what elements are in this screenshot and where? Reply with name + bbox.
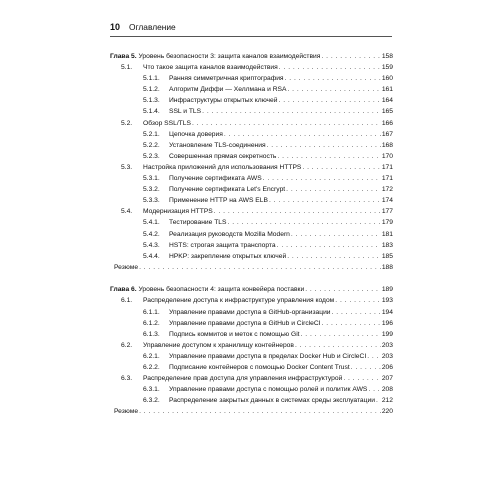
entry-number: 5.4.2. <box>143 230 160 238</box>
entry-page-number: 194 <box>381 308 393 316</box>
dot-leader <box>367 351 381 362</box>
entry-page-number: 203 <box>381 352 393 360</box>
subsection-entry <box>110 73 393 84</box>
entry-title: Установление TLS-соединения <box>169 141 266 149</box>
entry-number: 5.1.4. <box>143 108 160 116</box>
entry-number: 6.2.1. <box>143 352 160 360</box>
entry-page-number: 161 <box>381 86 393 94</box>
entry-body <box>114 406 393 417</box>
section-entry <box>110 62 393 73</box>
subsection-entry <box>110 106 393 117</box>
entry-page-number: 212 <box>381 397 393 405</box>
entry-page-number: 188 <box>381 263 393 271</box>
entry-page-number: 168 <box>381 141 393 149</box>
entry-number: 5.2.3. <box>143 152 160 160</box>
entry-number: 5.2. <box>121 119 133 127</box>
entry-body <box>110 51 393 62</box>
dot-leader <box>351 362 381 373</box>
subsection-entry <box>110 195 393 206</box>
dot-leader <box>301 329 381 340</box>
subsection-entry <box>110 395 393 406</box>
entry-number: 6.2.2. <box>143 364 160 372</box>
entry-number: 6.3.2. <box>143 397 160 405</box>
dot-leader <box>263 173 381 184</box>
entry-number: 5.4.1. <box>143 219 160 227</box>
chapter-label: Глава 5. <box>110 53 137 60</box>
entry-number: 6.1.1. <box>143 308 160 316</box>
entry-number: 6.2. <box>121 341 133 349</box>
entry-page-number: 158 <box>381 53 393 60</box>
dot-leader <box>295 340 381 351</box>
entry-title: Алгоритм Диффи — Хеллмана и RSA <box>169 86 287 94</box>
chapter-title-text: Уровень безопасности 3: защита каналов взаимодействия <box>138 53 321 60</box>
entry-body <box>143 373 393 384</box>
entry-page-number: 165 <box>381 108 393 116</box>
entry-title: Получение сертификата AWS <box>169 175 262 183</box>
entry-title: Тестирование TLS <box>169 219 227 227</box>
entry-number: 6.3.1. <box>143 386 160 394</box>
dot-leader <box>332 307 381 318</box>
entry-title: Резюме <box>114 263 139 271</box>
subsection-entry <box>110 329 393 340</box>
entry-body <box>169 73 393 84</box>
entry-title: Получение сертификата Let's Encrypt <box>169 186 286 194</box>
table-of-contents <box>110 51 393 418</box>
entry-body <box>143 340 393 351</box>
entry-title: Подписание контейнеров с помощью Docker Content Trust <box>169 364 350 372</box>
entry-title: Распределение доступа к инфраструктуре управления кодом <box>143 297 335 305</box>
section-entry <box>110 118 393 129</box>
entry-title: Совершенная прямая секретность <box>169 152 277 160</box>
entry-number: 5.4. <box>121 208 133 216</box>
entry-number: 5.1.1. <box>143 75 160 83</box>
subsection-entry <box>110 217 393 228</box>
subsection-entry <box>110 362 393 373</box>
resume-entry <box>110 262 393 273</box>
entry-body <box>169 95 393 106</box>
entry-title <box>110 284 304 295</box>
subsection-entry <box>110 318 393 329</box>
entry-title <box>110 51 320 62</box>
entry-body <box>169 140 393 151</box>
entry-page-number: 193 <box>381 297 393 305</box>
dot-leader <box>286 184 381 195</box>
entry-title: Управление правами доступа с помощью ролей и политик AWS <box>169 386 368 394</box>
dot-leader <box>279 95 381 106</box>
entry-number: 5.1. <box>121 64 133 72</box>
entry-body <box>143 118 393 129</box>
subsection-entry <box>110 140 393 151</box>
dot-leader <box>322 318 381 329</box>
entry-body <box>169 351 393 362</box>
subsection-entry <box>110 251 393 262</box>
entry-title: Подпись коммитов и меток с помощью Git <box>169 330 300 338</box>
chapter-label: Глава 6. <box>110 286 137 294</box>
entry-number: 5.2.1. <box>143 130 160 138</box>
entry-page-number: 174 <box>381 197 393 205</box>
entry-page-number: 208 <box>381 386 393 394</box>
entry-number: 5.4.3. <box>143 241 160 249</box>
dot-leader <box>227 217 380 228</box>
dot-leader <box>335 295 381 306</box>
entry-page-number: 206 <box>381 364 393 372</box>
entry-body <box>169 307 393 318</box>
entry-page-number: 181 <box>381 230 393 238</box>
subsection-entry <box>110 129 393 140</box>
dot-leader <box>285 73 381 84</box>
dot-leader <box>343 373 381 384</box>
entry-body <box>114 262 393 273</box>
entry-page-number: 171 <box>381 175 393 183</box>
entry-body <box>169 251 393 262</box>
subsection-entry <box>110 229 393 240</box>
entry-page-number: 196 <box>381 319 393 327</box>
entry-number: 5.3. <box>121 163 133 171</box>
entry-page-number: 177 <box>381 208 393 216</box>
entry-page-number: 159 <box>381 64 393 72</box>
entry-page-number: 220 <box>381 408 393 416</box>
dot-leader <box>287 84 380 95</box>
entry-page-number: 172 <box>381 186 393 194</box>
subsection-entry <box>110 95 393 106</box>
entry-number: 6.1.2. <box>143 319 160 327</box>
entry-number: 5.1.2. <box>143 86 160 94</box>
entry-number: 5.2.2. <box>143 141 160 149</box>
dot-leader <box>224 129 381 140</box>
entry-title: Обзор SSL/TLS <box>143 119 191 127</box>
chapter-gap <box>110 273 393 285</box>
entry-title: Управление правами доступа в GitHub и CircleCI <box>169 319 321 327</box>
entry-title: Инфраструктуры открытых ключей <box>169 97 278 105</box>
dot-leader <box>192 118 381 129</box>
dot-leader <box>287 251 381 262</box>
entry-title: Применение HTTP на AWS ELB <box>169 197 268 205</box>
dot-leader <box>214 206 381 217</box>
section-entry <box>110 162 393 173</box>
entry-page-number: 171 <box>381 163 393 171</box>
entry-page-number: 164 <box>381 97 393 105</box>
entry-body <box>110 284 393 295</box>
entry-page-number: 167 <box>381 130 393 138</box>
section-entry <box>110 340 393 351</box>
entry-number: 5.3.3. <box>143 197 160 205</box>
header-page-number: 10 <box>110 22 121 32</box>
dot-leader <box>279 62 381 73</box>
entry-title: Модернизация HTTPS <box>143 208 213 216</box>
entry-page-number: 166 <box>381 119 393 127</box>
header-title: Оглавление <box>129 22 176 32</box>
subsection-entry <box>110 84 393 95</box>
subsection-entry <box>110 173 393 184</box>
entry-number: 5.4.4. <box>143 252 160 260</box>
entry-number: 6.1.3. <box>143 330 160 338</box>
entry-body <box>169 129 393 140</box>
entry-title: HPKP: закрепление открытых ключей <box>169 252 287 260</box>
entry-title: Резюме <box>114 408 139 416</box>
chapter-entry <box>110 284 393 295</box>
entry-body <box>143 162 393 173</box>
entry-page-number: 189 <box>381 286 393 294</box>
dot-leader <box>277 240 381 251</box>
entry-number: 5.3.2. <box>143 186 160 194</box>
entry-body <box>169 229 393 240</box>
header-rule <box>110 36 392 37</box>
subsection-entry <box>110 307 393 318</box>
entry-title: HSTS: строгая защита транспорта <box>169 241 276 249</box>
dot-leader <box>302 162 380 173</box>
dot-leader <box>376 395 381 406</box>
entry-page-number: 203 <box>381 341 393 349</box>
entry-title: SSL и TLS <box>169 108 202 116</box>
dot-leader <box>291 229 381 240</box>
entry-number: 5.3.1. <box>143 175 160 183</box>
entry-title: Ранняя симметричная криптография <box>169 75 284 83</box>
entry-body <box>169 362 393 373</box>
entry-page-number: 199 <box>381 330 393 338</box>
dot-leader <box>368 384 380 395</box>
entry-title: Распределение прав доступа для управления инфраструктурой <box>143 375 343 383</box>
entry-page-number: 185 <box>381 252 393 260</box>
section-entry <box>110 373 393 384</box>
dot-leader <box>305 284 381 295</box>
entry-body <box>169 151 393 162</box>
running-header <box>110 21 393 33</box>
entry-page-number: 207 <box>381 375 393 383</box>
dot-leader <box>269 195 381 206</box>
entry-body <box>169 240 393 251</box>
entry-body <box>169 84 393 95</box>
entry-title: Что такое защита каналов взаимодействия <box>143 64 278 72</box>
entry-body <box>169 384 393 395</box>
entry-body <box>169 195 393 206</box>
entry-body <box>169 106 393 117</box>
dot-leader <box>267 140 381 151</box>
entry-body <box>169 184 393 195</box>
dot-leader <box>277 151 380 162</box>
entry-number: 6.1. <box>121 297 133 305</box>
entry-page-number: 170 <box>381 152 393 160</box>
dot-leader <box>321 51 380 62</box>
entry-body <box>169 395 393 406</box>
entry-body <box>169 318 393 329</box>
entry-number: 5.1.3. <box>143 97 160 105</box>
entry-title: Управление доступом к хранилищу контейнеров <box>143 341 294 349</box>
section-entry <box>110 295 393 306</box>
entry-page-number: 179 <box>381 219 393 227</box>
dot-leader <box>139 262 381 273</box>
dot-leader <box>202 106 381 117</box>
entry-body <box>143 62 393 73</box>
entry-body <box>169 217 393 228</box>
chapter-title-text: Уровень безопасности 4: защита конвейера поставки <box>138 286 305 294</box>
subsection-entry <box>110 351 393 362</box>
entry-page-number: 160 <box>381 75 393 83</box>
subsection-entry <box>110 240 393 251</box>
entry-title: Управление правами доступа в GitHub-организации <box>169 308 331 316</box>
entry-number: 6.3. <box>121 375 133 383</box>
entry-body <box>169 173 393 184</box>
entry-title: Настройка приложений для использования HTTPS <box>143 163 302 171</box>
chapter-entry <box>110 51 393 62</box>
entry-title: Цепочка доверия <box>169 130 223 138</box>
subsection-entry <box>110 151 393 162</box>
entry-body <box>169 329 393 340</box>
section-entry <box>110 206 393 217</box>
entry-body <box>143 295 393 306</box>
entry-title: Реализация руководств Mozilla Modern <box>169 230 290 238</box>
dot-leader <box>139 406 381 417</box>
entry-title: Управление правами доступа в пределах Docker Hub и CircleCI <box>169 352 367 360</box>
subsection-entry <box>110 184 393 195</box>
resume-entry <box>110 406 393 417</box>
subsection-entry <box>110 384 393 395</box>
entry-page-number: 183 <box>381 241 393 249</box>
entry-title: Распределение закрытых данных в системах среды эксплуатации <box>169 397 375 405</box>
entry-body <box>143 206 393 217</box>
